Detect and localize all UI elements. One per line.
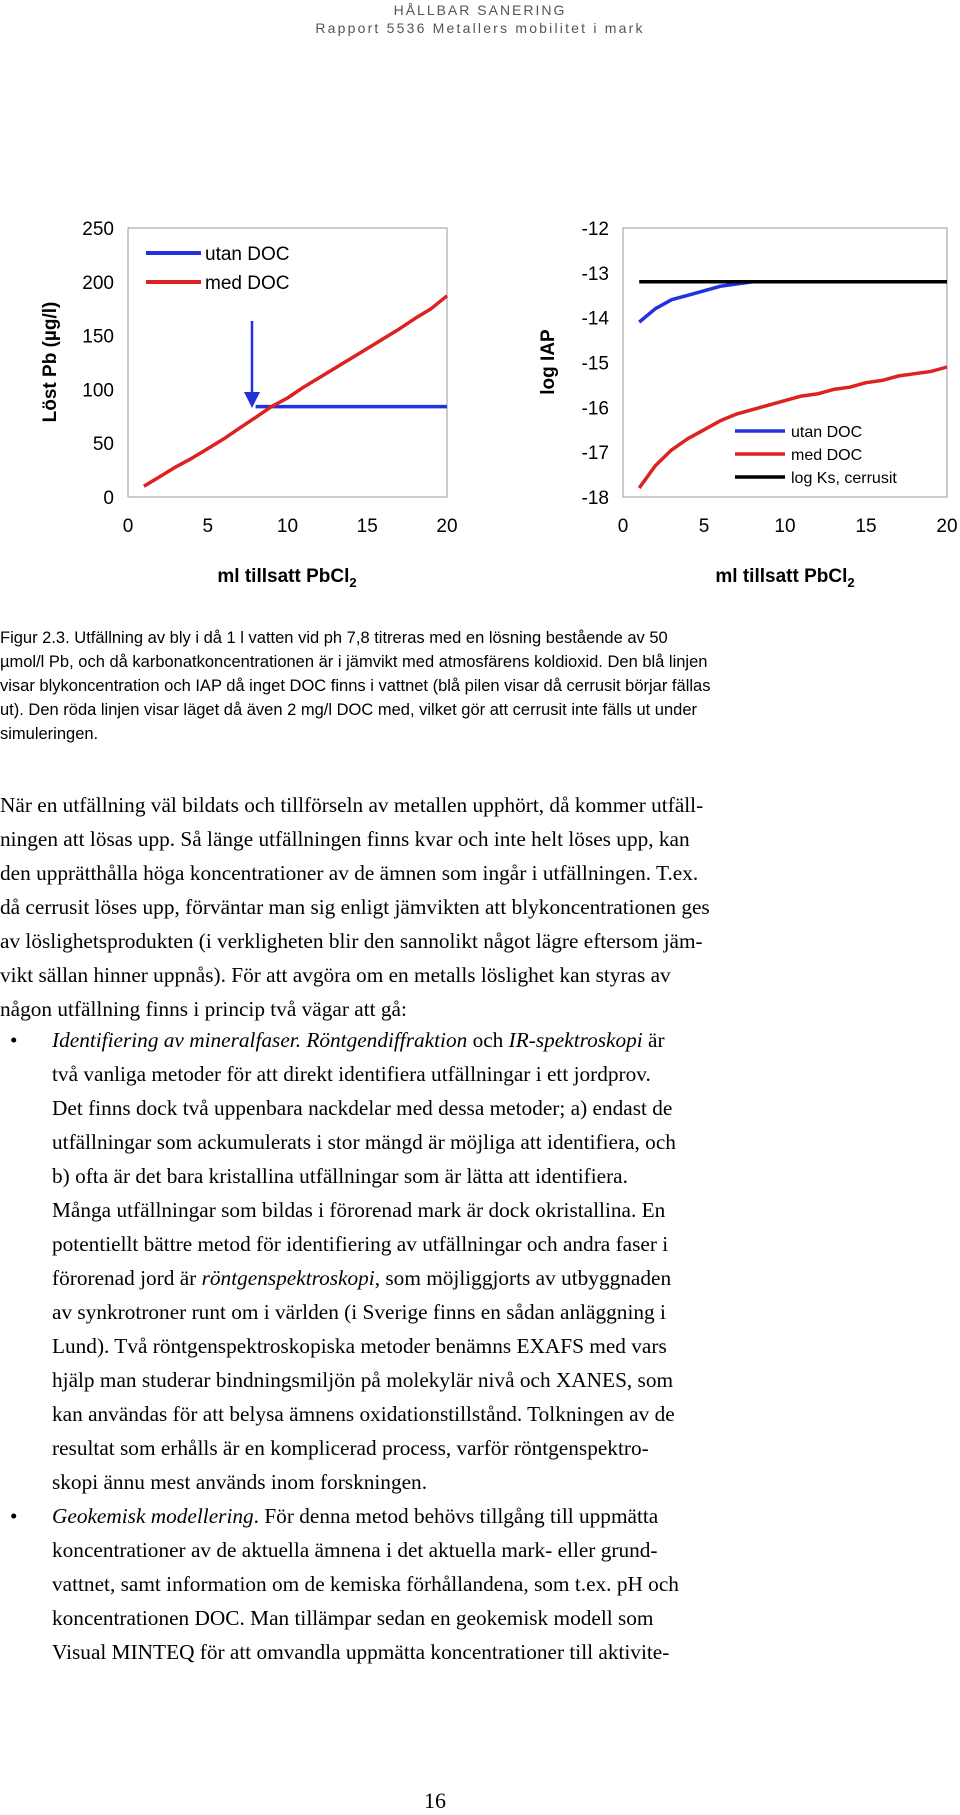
list-line: Visual MINTEQ för att omvandla uppmätta koncentrationer till aktivite- <box>52 1640 670 1664</box>
x-tick-label: 15 <box>356 516 378 537</box>
y-tick-label: -14 <box>581 308 609 330</box>
list-line: koncentrationen DOC. Man tillämpar sedan en geokemisk modell som <box>52 1606 654 1630</box>
x-tick-label: 15 <box>855 516 877 537</box>
list-line: kan användas för att belysa ämnens oxidationstillstånd. Tolkningen av de <box>52 1402 675 1426</box>
y-tick-label: -18 <box>581 488 609 509</box>
list-line: vattnet, samt information om de kemiska förhållandena, som t.ex. pH och <box>52 1572 679 1596</box>
y-tick-label: 0 <box>103 488 114 509</box>
y-tick-label: -13 <box>581 263 609 285</box>
y-tick-label: 50 <box>92 434 114 456</box>
y-tick-label: 150 <box>82 326 114 348</box>
caption-line: ut). Den röda linjen visar läget då även 2 mg/l DOC med, vilket gör att cerrusit inte fälls ut under <box>0 701 697 719</box>
x-tick-label: 5 <box>202 516 214 537</box>
plot-frame <box>128 228 447 497</box>
list-line: Det finns dock två uppenbara nackdelar med dessa metoder; a) endast de <box>52 1096 673 1120</box>
list-line: Identifiering av mineralfaser. Röntgendiffraktion och IR-spektroskopi är <box>52 1028 665 1052</box>
method-list <box>0 1023 870 1669</box>
list-line: koncentrationer av de aktuella ämnena i det aktuella mark- eller grund- <box>52 1538 658 1562</box>
legend-label-utan-doc: utan DOC <box>205 244 290 265</box>
body-line: då cerrusit löses upp, förväntar man sig enligt jämvikten att blykoncentrationen ges <box>0 895 710 919</box>
x-axis-label: ml tillsatt PbCl$_2$ <box>715 566 855 590</box>
list-item-geochemical-modelling <box>0 1499 870 1669</box>
chart-dissolved-lead <box>40 219 458 590</box>
x-tick-label: 5 <box>698 516 710 537</box>
legend-label-utan-doc: utan DOC <box>791 424 863 441</box>
chart-log-iap <box>538 219 958 590</box>
list-line: förorenad jord är röntgenspektroskopi, som möjliggjorts av utbyggnaden <box>52 1266 672 1290</box>
list-line: Många utfällningar som bildas i förorenad mark är dock okristallina. En <box>52 1198 666 1222</box>
y-axis-label: Löst Pb (µg/l) <box>40 301 61 423</box>
x-tick-label: 20 <box>436 516 458 537</box>
legend <box>146 244 289 294</box>
list-line: skopi ännu mest används inom forskningen. <box>52 1470 428 1494</box>
x-tick-label: 0 <box>122 516 134 537</box>
y-axis-label: log IAP <box>538 329 559 395</box>
series-line-utan-doc <box>639 282 769 322</box>
list-line: potentiellt bättre metod för identifiering av utfällningar och andra faser i <box>52 1232 669 1256</box>
y-tick-label: -15 <box>581 353 609 375</box>
y-tick-label: 100 <box>82 380 114 402</box>
list-line: Geokemisk modellering. För denna metod behövs tillgång till uppmätta <box>52 1504 659 1528</box>
page-number: 16 <box>424 1788 446 1813</box>
legend <box>735 424 897 487</box>
x-axis-label: ml tillsatt PbCl$_2$ <box>217 566 357 590</box>
body-paragraph <box>0 788 870 1026</box>
body-line: När en utfällning väl bildats och tillförseln av metallen upphört, då kommer utfäll- <box>0 793 704 817</box>
caption-line: µmol/l Pb, och då karbonatkoncentrationen är i jämvikt med atmosfärens koldioxid. Den blå linjen <box>0 653 708 671</box>
figure-caption <box>0 626 870 746</box>
body-line: någon utfällning finns i princip två vägar att gå: <box>0 997 407 1021</box>
y-tick-label: 250 <box>82 219 114 240</box>
y-tick-label: -17 <box>581 443 609 465</box>
body-line: den upprätthålla höga koncentrationer av de ämnen som ingår i utfällningen. T.ex. <box>0 861 699 885</box>
report-title: Rapport 5536 Metallers mobilitet i mark <box>315 20 645 36</box>
x-tick-label: 20 <box>936 516 958 537</box>
bullet-icon: • <box>10 1028 18 1052</box>
report-series-title: HÅLLBAR SANERING <box>393 2 567 18</box>
y-tick-label: -12 <box>581 219 609 240</box>
caption-line: Figur 2.3. Utfällning av bly i då 1 l vatten vid ph 7,8 titreras med en lösning bestående av 50 <box>0 629 668 647</box>
y-tick-label: -16 <box>581 398 609 420</box>
list-line: Lund). Två röntgenspektroskopiska metoder benämns EXAFS med vars <box>52 1334 667 1358</box>
list-line: b) ofta är det bara kristallina utfällningar som är lätta att identifiera. <box>52 1164 628 1188</box>
bullet-icon: • <box>10 1504 18 1528</box>
plot-frame <box>623 228 947 497</box>
legend-label-med-doc: med DOC <box>205 273 290 294</box>
legend-label-log-ks: log Ks, cerrusit <box>791 470 897 487</box>
list-item-mineral-identification <box>0 1023 870 1499</box>
x-tick-label: 10 <box>774 516 796 537</box>
series-line-med-doc <box>144 296 447 486</box>
body-line: av löslighetsprodukten (i verkligheten blir den sannolikt något lägre eftersom jäm- <box>0 929 703 953</box>
list-line: av synkrotroner runt om i världen (i Sverige finns en sådan anläggning i <box>52 1300 666 1324</box>
x-tick-label: 0 <box>617 516 629 537</box>
caption-line: simuleringen. <box>0 725 99 743</box>
legend-label-med-doc: med DOC <box>791 447 863 464</box>
body-line: ningen att lösas upp. Så länge utfällningen finns kvar och inte helt löses upp, kan <box>0 827 690 851</box>
list-line: hjälp man studerar bindningsmiljön på molekylär nivå och XANES, som <box>52 1368 674 1392</box>
body-line: vikt sällan hinner uppnås). För att avgöra om en metalls löslighet kan styras av <box>0 963 671 987</box>
list-line: resultat som erhålls är en komplicerad process, varför röntgenspektro- <box>52 1436 649 1460</box>
x-tick-label: 10 <box>276 516 299 537</box>
figure-charts <box>0 0 960 600</box>
caption-line: visar blykoncentration och IAP då inget DOC finns i vattnet (blå pilen visar då cerrusit börjar fällas <box>0 677 711 695</box>
list-line: två vanliga metoder för att direkt identifiera utfällningar i ett jordprov. <box>52 1062 651 1086</box>
list-line: utfällningar som ackumulerats i stor mängd är möjliga att identifiera, och <box>52 1130 676 1154</box>
y-tick-label: 200 <box>82 272 114 294</box>
